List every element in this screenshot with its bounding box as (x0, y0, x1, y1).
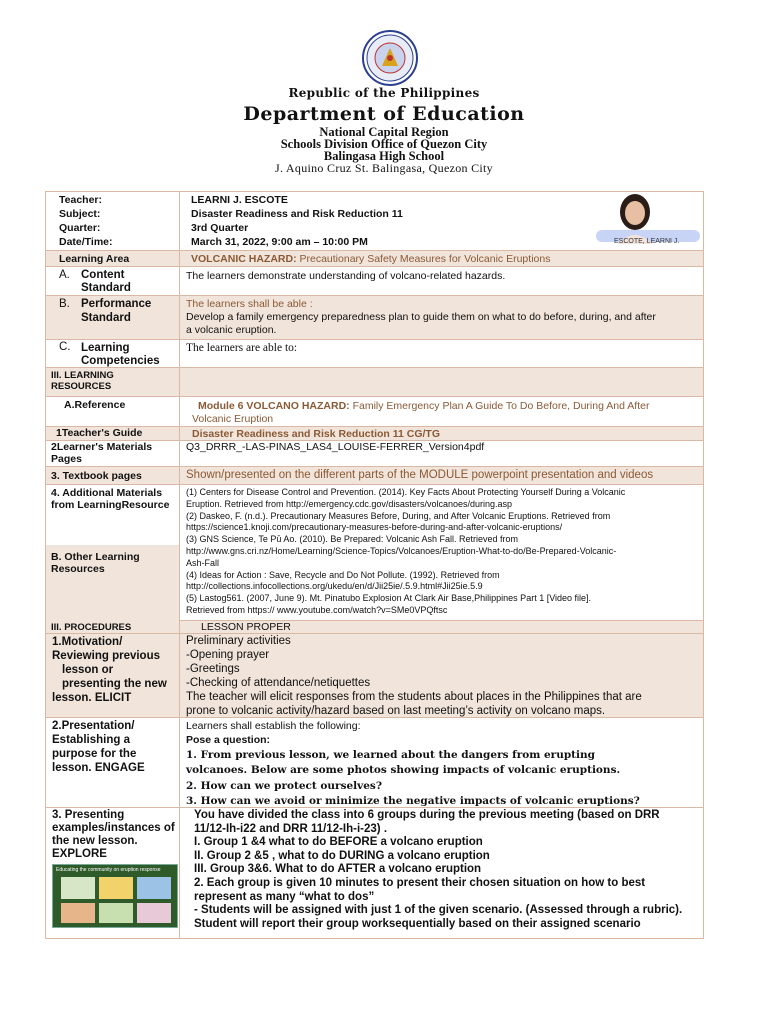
datetime-label: Date/Time: (59, 236, 113, 248)
additional-materials-row (46, 485, 703, 621)
explore-line: 11/12-Ih-i22 and DRR 11/12-Ih-i-23) . (194, 822, 388, 835)
lesson-proper-text: LESSON PROPER (201, 621, 291, 633)
presentation-row (46, 718, 703, 808)
reference-bold: Module 6 VOLCANO HAZARD: (198, 400, 350, 412)
thumbnail-caption: Educating the community on eruption response (56, 867, 161, 873)
reference-line: Eruption. Retrieved from http://emergency.cdc.gov/disasters/volcanoes/during.asp (186, 498, 512, 509)
textbook-label: 3. Textbook pages (51, 470, 142, 482)
quarter-value: 3rd Quarter (191, 222, 249, 234)
competencies-label1: Learning (81, 342, 130, 354)
procedures-label: III. PROCEDURES (51, 622, 132, 633)
explore-line: 2. Each group is given 10 minutes to present their chosen situation on how to best (194, 877, 646, 889)
explore-line: III. Group 3&6. What to do AFTER a volcano eruption (194, 863, 482, 876)
learners-materials-text: Q3_DRRR_-LAS-PINAS_LAS4_LOUISE-FERRER_Version4pdf (186, 441, 485, 453)
content-standard-text: The learners demonstrate understanding of volcano-related hazards. (186, 270, 506, 282)
motivation-label-line: Reviewing previous (52, 650, 161, 662)
learning-resources-row (46, 368, 703, 397)
performance-standard-label1: Performance (81, 298, 152, 310)
learning-resources-label1: III. LEARNING (51, 370, 114, 381)
region-line: National Capital Region (319, 125, 449, 139)
division-line: Schools Division Office of Quezon City (280, 137, 488, 151)
explore-line: You have divided the class into 6 groups during the previous meeting (based on DRR (194, 809, 660, 821)
question-1a: 1. From previous lesson, we learned about the dangers from erupting (186, 749, 595, 761)
performance-standard-row (46, 296, 703, 340)
subject-label: Subject: (59, 208, 101, 220)
thumbnail-image-icon (53, 865, 178, 928)
other-resources-label1: B. Other Learning (51, 551, 140, 563)
performance-standard-line1: The learners shall be able : (186, 298, 313, 310)
learning-area-label: Learning Area (59, 253, 130, 265)
teachers-guide-row (46, 427, 703, 441)
datetime-value: March 31, 2022, 9:00 am – 10:00 PM (191, 236, 368, 248)
school-line: Balingasa High School (323, 149, 445, 163)
reference-label: A.Reference (64, 399, 126, 411)
explore-line: Student will report their group worksequentially based on their assigned scenario (194, 917, 641, 930)
competencies-label2: Competencies (81, 355, 160, 367)
motivation-line: -Checking of attendance/netiquettes (186, 677, 371, 689)
textbook-text: Shown/presented on the different parts of the MODULE powerpoint presentation and videos (186, 469, 654, 481)
motivation-label-line: lesson or (62, 664, 114, 676)
explore-line: - Students will be assigned with just 1 of the given scenario. (Assessed through a rubric). (194, 904, 683, 917)
motivation-line: Preliminary activities (186, 635, 291, 647)
info-row (46, 192, 703, 250)
procedures-row (46, 621, 703, 634)
reference-line: (2) Daskeo, F. (n.d.). Precautionary Measures Before, During, and After Volcanic Eruptions. Retrieved from (186, 510, 611, 521)
deped-seal-icon (352, 28, 428, 88)
question-1b: volcanoes. Below are some photos showing impacts of volcanic eruptions. (186, 764, 621, 776)
performance-standard-letter: B. (59, 298, 70, 310)
performance-standard-line2: Develop a family emergency preparedness plan to guide them on what to do before, during, and after (186, 311, 656, 323)
teachers-guide-label: 1Teacher's Guide (56, 427, 143, 439)
learning-resources-label2: RESOURCES (51, 381, 112, 392)
presentation-line1: Learners shall establish the following: (186, 720, 361, 732)
presentation-label-line: lesson. ENGAGE (52, 762, 145, 774)
motivation-label-line: 1.Motivation/ (52, 636, 123, 648)
explore-row (46, 808, 703, 938)
letterhead (0, 0, 768, 190)
explore-label-line: EXPLORE (52, 848, 107, 860)
motivation-label-line: presenting the new (62, 678, 167, 690)
motivation-row (46, 634, 703, 718)
presentation-label-line: 2.Presentation/ (52, 720, 135, 732)
reference-line: http://collections.infocollections.org/ukedu/en/d/Jii25ie/.5.9.html#Jii25ie.5.9 (186, 581, 483, 592)
explore-label-line: examples/instances of (52, 822, 175, 834)
competencies-letter: C. (59, 341, 71, 353)
reference-line: (5) Lastog561. (2007, June 9). Mt. Pinatubo Explosion At Clark Air Base,Philippines Part 1 [Video file]. (186, 593, 592, 604)
learning-area-bold: VOLCANIC HAZARD: (191, 253, 297, 265)
learning-area-row (46, 250, 703, 267)
subject-value: Disaster Readiness and Risk Reduction 11 (191, 208, 403, 220)
teacher-label: Teacher: (59, 194, 102, 206)
reference-line: Ash-Fall (186, 557, 220, 568)
performance-standard-label2: Standard (81, 312, 131, 324)
reference-line: http://www.gns.cri.nz/Home/Learning/Science-Topics/Volcanoes/Eruption-What-to-do/Be-Prepared-Volcanic- (186, 546, 617, 556)
reference-line2: Volcanic Eruption (192, 413, 274, 425)
competencies-text: The learners are able to: (186, 342, 298, 354)
reference-line: (4) Ideas for Action : Save, Recycle and Do Not Pollute. (1992). Retrieved from (186, 569, 500, 580)
motivation-line: prone to volcanic activity/hazard based on last meeting’s activity on volcano maps. (186, 705, 606, 717)
explore-label-line: the new lesson. (52, 835, 138, 847)
explore-line: represent as many “what to dos” (194, 890, 375, 903)
reference-rest: Family Emergency Plan A Guide To Do Before, During And After (349, 400, 650, 412)
presentation-line2: Pose a question: (186, 734, 271, 746)
content-standard-row (46, 267, 703, 296)
performance-standard-line3: a volcanic eruption. (186, 324, 277, 336)
content-standard-label1: Content (81, 269, 125, 281)
additional-label1: 4. Additional Materials (51, 487, 163, 499)
reference-title (198, 400, 649, 413)
content-standard-letter: A. (59, 269, 70, 281)
reference-line: (3) GNS Science, Te Pū Ao. (2010). Be Prepared: Volcanic Ash Fall. Retrieved from (186, 534, 518, 545)
learning-area-value (191, 253, 550, 266)
lesson-plan-table (45, 191, 704, 939)
explore-label-line: 3. Presenting (52, 809, 125, 821)
learning-area-rest: Precautionary Safety Measures for Volcanic Eruptions (296, 253, 551, 265)
explore-line: I. Group 1 &4 what to do BEFORE a volcano eruption (194, 836, 483, 849)
reference-row (46, 397, 703, 427)
motivation-line: The teacher will elicit responses from the students about places in the Philippines that are (186, 691, 642, 703)
photo-caption: ESCOTE, LEARNI J. (614, 238, 680, 245)
content-standard-label2: Standard (81, 282, 131, 294)
teacher-photo (590, 192, 702, 248)
teacher-name: LEARNI J. ESCOTE (191, 194, 288, 206)
motivation-label-line: lesson. ELICIT (52, 692, 132, 704)
teachers-guide-text: Disaster Readiness and Risk Reduction 11 CG/TG (192, 428, 440, 440)
republic-line: Republic of the Philippines (288, 86, 480, 100)
learners-materials-row (46, 441, 703, 467)
reference-line: Retrieved from https:// www.youtube.com/watch?v=SMe0VPQftsc (186, 605, 448, 615)
learners-materials-label1: 2Learner's Materials (51, 441, 153, 453)
question-2: 2. How can we protect ourselves? (186, 780, 382, 792)
learners-materials-label2: Pages (51, 453, 82, 465)
other-resources-label2: Resources (51, 563, 105, 575)
reference-line: (1) Centers for Disease Control and Prevention. (2014). Key Facts About Protecting Yourself During a Volcanic (186, 487, 626, 497)
question-3: 3. How can we avoid or minimize the negative impacts of volcanic eruptions? (186, 795, 640, 807)
eruption-response-thumbnail (52, 864, 178, 928)
reference-line: https://science1.knoji.com/precautionary-measures-before-during-and-after-volcanic-eruptions/ (186, 522, 563, 533)
textbook-row (46, 467, 703, 485)
presentation-label-line: purpose for the (52, 748, 137, 760)
department-title: Department of Education (243, 103, 525, 125)
quarter-label: Quarter: (59, 222, 101, 234)
explore-line: II. Group 2 &5 , what to do DURING a volcano eruption (194, 849, 490, 862)
additional-label2: from LearningResource (51, 499, 170, 511)
presentation-label-line: Establishing a (52, 734, 130, 746)
competencies-row (46, 340, 703, 368)
motivation-line: -Greetings (186, 663, 240, 675)
motivation-line: -Opening prayer (186, 649, 270, 661)
address-line: J. Aquino Cruz St. Balingasa, Quezon City (275, 161, 493, 175)
